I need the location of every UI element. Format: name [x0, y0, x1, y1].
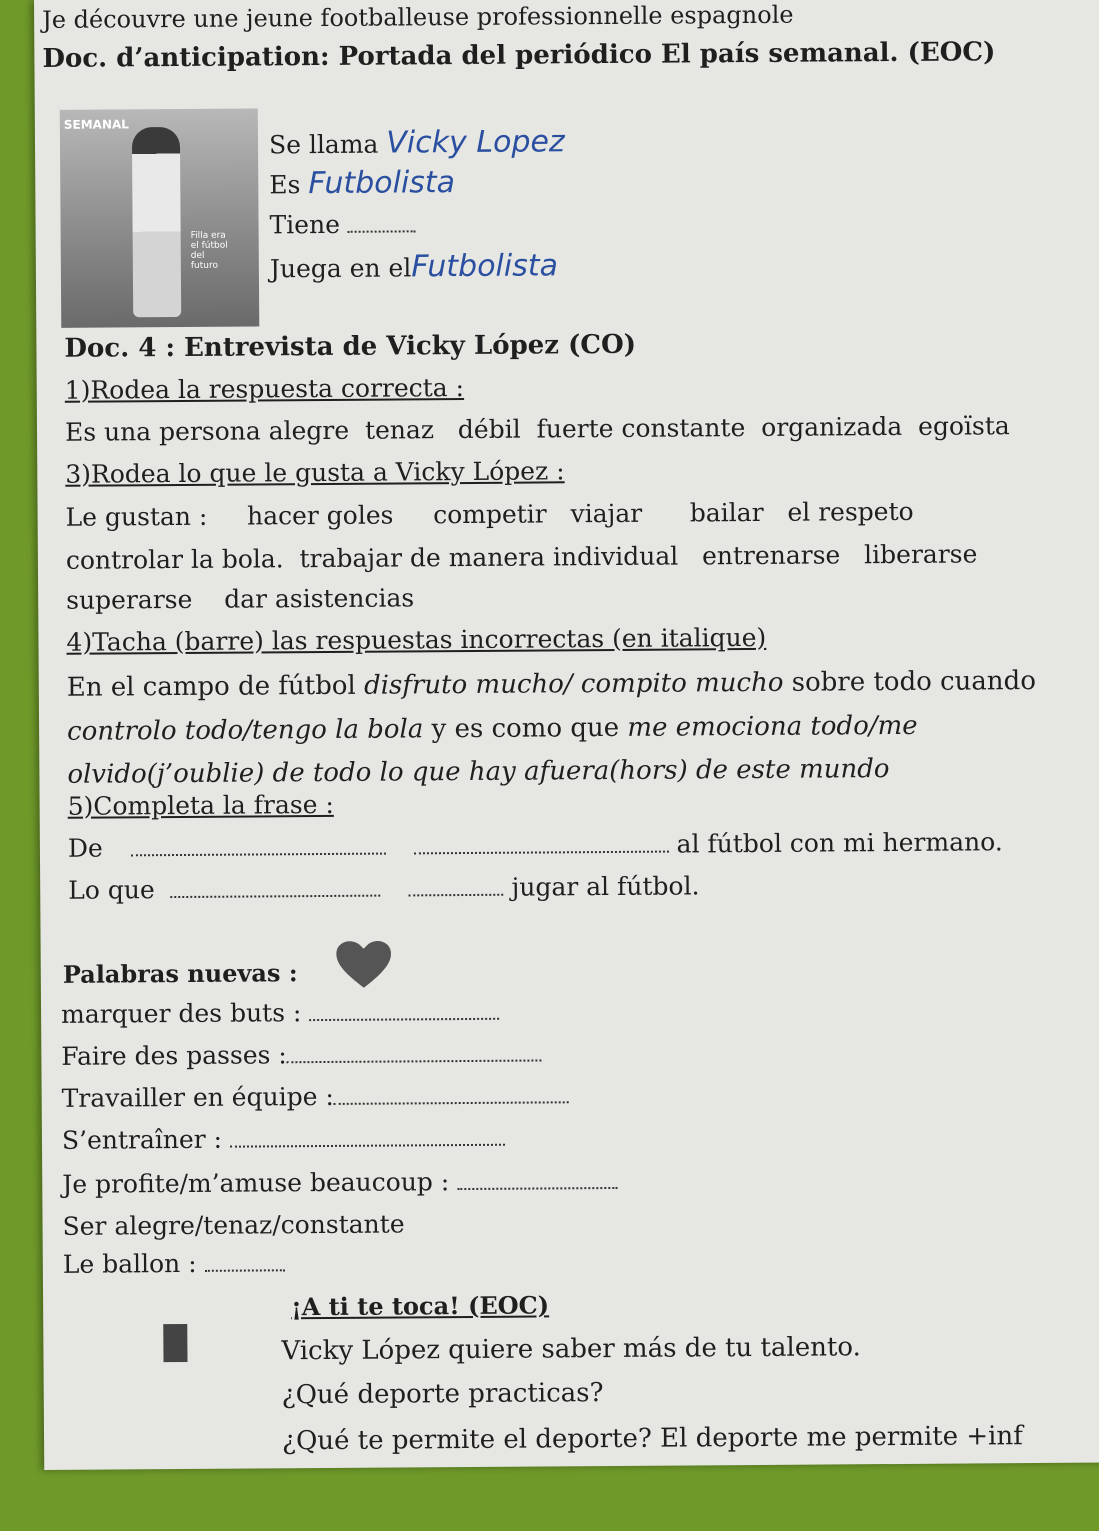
- toca-line1: Vicky López quiere saber más de tu talento.: [281, 1332, 861, 1367]
- q5-sentence1: De al fútbol con mi hermano.: [67, 827, 1003, 863]
- vocab-item-ball: Le ballon :: [63, 1248, 285, 1279]
- q3-options-line1[interactable]: Le gustan : hacer goles competir viajar bailar el respeto: [65, 496, 914, 532]
- q3-options-line2[interactable]: controlar la bola. trabajar de manera individual entrenarse liberarse: [65, 539, 978, 575]
- q5-sentence2: Lo que jugar al fútbol.: [68, 871, 700, 905]
- tiene-field: Tiene: [269, 209, 416, 239]
- doc-anticipation-title: Doc. d’anticipation: Portada del periódico El país semanal. (EOC): [42, 37, 996, 74]
- toca-question1: ¿Qué deporte practicas?: [281, 1378, 604, 1411]
- vocab-blank-ball[interactable]: [204, 1249, 284, 1272]
- vocab-item-goals: marquer des buts :: [61, 997, 499, 1029]
- q1-title: 1)Rodea la respuesta correcta :: [64, 373, 465, 405]
- es-field: Es Futbolista: [269, 165, 456, 202]
- cover-caption: Filla era el fútbol del futuro: [190, 230, 228, 271]
- heart-icon: [333, 938, 395, 990]
- q5-title: 5)Completa la frase :: [67, 789, 334, 821]
- magazine-cover-photo: [60, 108, 260, 327]
- q4-option-disfruto-compito[interactable]: disfruto mucho/ compito mucho: [363, 667, 784, 701]
- vocab-blank-train[interactable]: [230, 1124, 505, 1148]
- vocab-blank-team[interactable]: [334, 1081, 569, 1105]
- vocab-blank-enjoy[interactable]: [457, 1167, 617, 1190]
- es-handwritten: Futbolista: [308, 165, 456, 202]
- q4-title: 4)Tacha (barre) las respuestas incorrectas (en italique): [66, 622, 767, 657]
- vocab-blank-passes[interactable]: [287, 1039, 542, 1063]
- q5-blank-1a[interactable]: [131, 833, 386, 857]
- decorative-block: [163, 1324, 187, 1362]
- toca-title: ¡A ti te toca! (EOC): [291, 1290, 550, 1322]
- vocab-item-team: Travailler en équipe :: [62, 1080, 569, 1113]
- vocab-item-passes: Faire des passes :: [61, 1038, 542, 1070]
- juega-handwritten: Futbolista: [411, 248, 559, 285]
- se-llama-field: Se llama Vicky Lopez: [268, 124, 565, 161]
- q4-line3: olvido(j’oublie) de todo lo que hay afuera(hors) de este mundo: [67, 754, 890, 790]
- vocab-title: Palabras nuevas :: [62, 958, 298, 989]
- q4-line1: En el campo de fútbol disfruto mucho/ compito mucho sobre todo cuando: [66, 666, 1037, 703]
- vocab-blank-goals[interactable]: [309, 998, 499, 1021]
- q1-options[interactable]: Es una persona alegre tenaz débil fuerte constante organizada egoïsta: [64, 411, 1010, 447]
- player-figure: [132, 127, 181, 317]
- q4-option-controlo-tengo[interactable]: controlo todo/tengo la bola: [67, 714, 424, 747]
- q5-blank-1b[interactable]: [414, 831, 669, 855]
- q5-blank-2b[interactable]: [409, 874, 504, 897]
- se-llama-handwritten: Vicky Lopez: [386, 124, 565, 161]
- q4-line2: controlo todo/tengo la bola y es como que me emociona todo/me: [67, 710, 918, 747]
- cover-logo: SEMANAL: [63, 117, 129, 132]
- q5-blank-2a[interactable]: [171, 875, 381, 898]
- doc4-title: Doc. 4 : Entrevista de Vicky López (CO): [64, 329, 637, 364]
- q3-options-line3[interactable]: superarse dar asistencias: [66, 583, 415, 615]
- tiene-blank[interactable]: [348, 210, 416, 232]
- toca-question2: ¿Qué te permite el deporte? El deporte me permite +inf: [281, 1421, 1023, 1457]
- worksheet-page: [34, 0, 1099, 1470]
- vocab-item-train: S’entraîner :: [62, 1123, 505, 1155]
- q4-option-emociona-olvido[interactable]: me emociona todo/me: [627, 710, 918, 743]
- q3-title: 3)Rodea lo que le gusta a Vicky López :: [65, 456, 565, 489]
- vocab-item-traits: Ser alegre/tenaz/constante: [62, 1209, 405, 1241]
- intro-line: Je découvre une jeune footballeuse professionnelle espagnole: [42, 0, 794, 34]
- juega-field: Juega en elFutbolista: [269, 248, 559, 285]
- vocab-item-enjoy: Je profite/m’amuse beaucoup :: [62, 1166, 617, 1199]
- q4-option-olvido[interactable]: olvido(j’oublie): [67, 758, 265, 790]
